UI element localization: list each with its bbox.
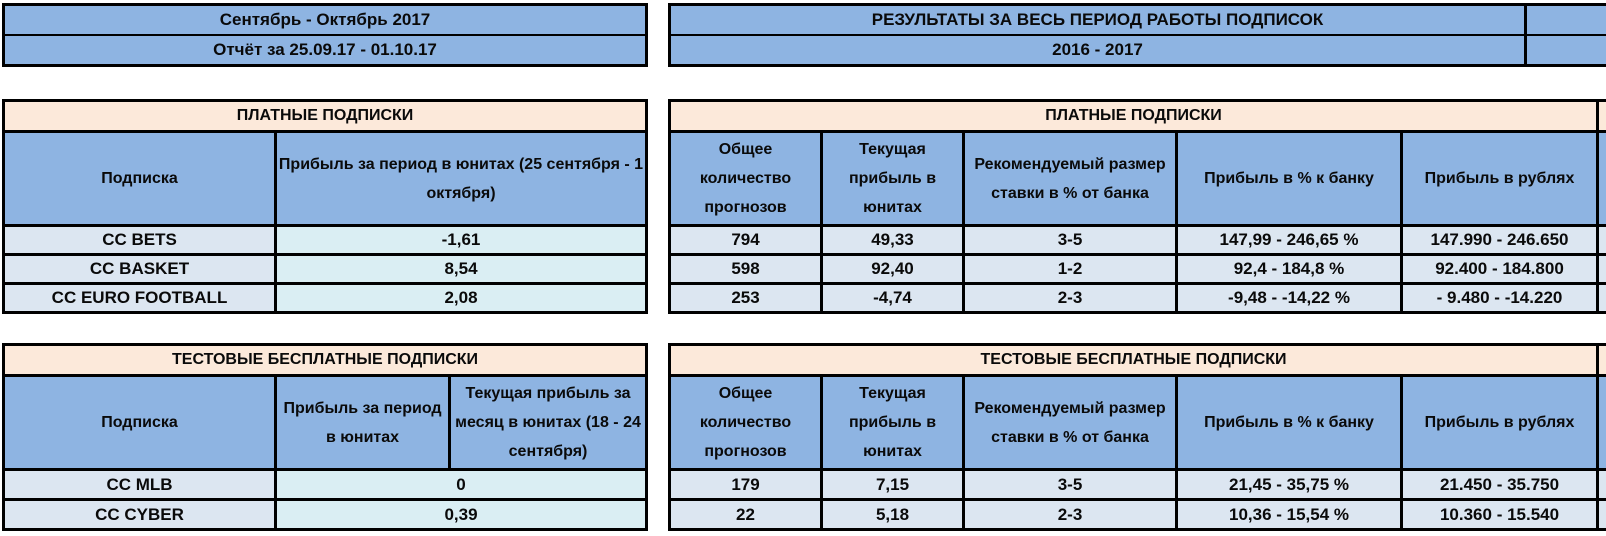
cell-recommended-stake: 2-3	[964, 284, 1177, 313]
cell-recommended-stake: 3-5	[964, 470, 1177, 500]
column-header-period-profit: Прибыль за период в юнитах	[276, 376, 450, 470]
cell-profit-percent-bank: 10,36 - 15,54 %	[1177, 500, 1402, 530]
cell-total-predictions: 22	[670, 500, 822, 530]
results-subtitle: 2016 - 2017	[670, 35, 1526, 66]
table-row	[4, 470, 647, 500]
cell-total-predictions: 179	[670, 470, 822, 500]
table-row	[670, 500, 1606, 530]
cell-recommended-stake: 2-3	[964, 500, 1177, 530]
clipped-cell-sliver	[1598, 500, 1606, 530]
test-subscriptions-summary-table	[668, 343, 1606, 531]
table-row	[4, 226, 647, 255]
table-row	[670, 226, 1606, 255]
results-title: РЕЗУЛЬТАТЫ ЗА ВЕСЬ ПЕРИОД РАБОТЫ ПОДПИСОК	[670, 5, 1526, 36]
table-row	[670, 284, 1606, 313]
cell-subscription-name: CC CYBER	[4, 500, 276, 530]
cell-period-profit: -1,61	[276, 226, 647, 255]
cell-current-profit-units: 49,33	[822, 226, 964, 255]
cell-profit-rubles: 147.990 - 246.650	[1402, 226, 1598, 255]
table-row	[4, 500, 647, 530]
clipped-cell-sliver	[1598, 255, 1606, 284]
column-header-row	[4, 376, 647, 470]
section-title: ПЛАТНЫЕ ПОДПИСКИ	[670, 101, 1598, 132]
column-header-row	[670, 376, 1606, 470]
cell-recommended-stake: 3-5	[964, 226, 1177, 255]
cell-subscription-name: CC MLB	[4, 470, 276, 500]
cell-current-profit-units: 7,15	[822, 470, 964, 500]
clipped-cell-sliver	[1526, 5, 1606, 36]
column-header-profit-percent-bank: Прибыль в % к банку	[1177, 376, 1402, 470]
section-title-row	[670, 101, 1606, 132]
clipped-cell-sliver	[1598, 470, 1606, 500]
cell-profit-rubles: 21.450 - 35.750	[1402, 470, 1598, 500]
table-row	[670, 470, 1606, 500]
cell-current-profit-units: 92,40	[822, 255, 964, 284]
cell-profit-percent-bank: 21,45 - 35,75 %	[1177, 470, 1402, 500]
table-row	[670, 255, 1606, 284]
cell-recommended-stake: 1-2	[964, 255, 1177, 284]
table-row	[4, 284, 647, 313]
section-title-row	[4, 345, 647, 376]
column-header-profit-rubles: Прибыль в рублях	[1402, 376, 1598, 470]
column-header-recommended-stake: Рекомендуемый размер ставки в % от банка	[964, 376, 1177, 470]
column-header-row	[670, 132, 1606, 226]
cell-period-profit: 0,39	[276, 500, 647, 530]
clipped-cell-sliver	[1598, 284, 1606, 313]
table-row	[4, 255, 647, 284]
column-header-profit-percent-bank: Прибыль в % к банку	[1177, 132, 1402, 226]
column-header-month-profit: Текущая прибыль за месяц в юнитах (18 - 24 сентября)	[450, 376, 647, 470]
clipped-cell-sliver	[1598, 132, 1606, 226]
cell-profit-percent-bank: -9,48 - -14,22 %	[1177, 284, 1402, 313]
clipped-cell-sliver	[1598, 376, 1606, 470]
column-header-period-profit: Прибыль за период в юнитах (25 сентября - 1 октября)	[276, 132, 647, 226]
cell-subscription-name: CC BASKET	[4, 255, 276, 284]
section-title-row	[4, 101, 647, 132]
clipped-cell-sliver	[1526, 35, 1606, 66]
period-title: Сентябрь - Октябрь 2017	[4, 5, 647, 36]
cell-profit-rubles: - 9.480 - -14.220	[1402, 284, 1598, 313]
column-header-subscription: Подписка	[4, 376, 276, 470]
cell-period-profit: 0	[276, 470, 647, 500]
cell-total-predictions: 598	[670, 255, 822, 284]
cell-current-profit-units: 5,18	[822, 500, 964, 530]
cell-profit-rubles: 10.360 - 15.540	[1402, 500, 1598, 530]
cell-period-profit: 8,54	[276, 255, 647, 284]
column-header-current-profit-units: Текущая прибыль в юнитах	[822, 132, 964, 226]
clipped-cell-sliver	[1598, 101, 1606, 132]
column-header-total-predictions: Общее количество прогнозов	[670, 376, 822, 470]
cell-profit-percent-bank: 92,4 - 184,8 %	[1177, 255, 1402, 284]
test-subscriptions-period-table	[2, 343, 648, 531]
column-header-row	[4, 132, 647, 226]
column-header-recommended-stake: Рекомендуемый размер ставки в % от банка	[964, 132, 1177, 226]
clipped-cell-sliver	[1598, 226, 1606, 255]
period-header-table	[2, 3, 648, 67]
paid-subscriptions-summary-table	[668, 99, 1606, 314]
cell-profit-rubles: 92.400 - 184.800	[1402, 255, 1598, 284]
clipped-cell-sliver	[1598, 345, 1606, 376]
section-title: ТЕСТОВЫЕ БЕСПЛАТНЫЕ ПОДПИСКИ	[4, 345, 647, 376]
cell-period-profit: 2,08	[276, 284, 647, 313]
cell-current-profit-units: -4,74	[822, 284, 964, 313]
section-title: ПЛАТНЫЕ ПОДПИСКИ	[4, 101, 647, 132]
column-header-current-profit-units: Текущая прибыль в юнитах	[822, 376, 964, 470]
cell-subscription-name: CC EURO FOOTBALL	[4, 284, 276, 313]
results-header-table	[668, 3, 1606, 67]
section-title-row	[670, 345, 1606, 376]
column-header-total-predictions: Общее количество прогнозов	[670, 132, 822, 226]
period-subtitle: Отчёт за 25.09.17 - 01.10.17	[4, 35, 647, 66]
section-title: ТЕСТОВЫЕ БЕСПЛАТНЫЕ ПОДПИСКИ	[670, 345, 1598, 376]
cell-total-predictions: 253	[670, 284, 822, 313]
cell-total-predictions: 794	[670, 226, 822, 255]
cell-profit-percent-bank: 147,99 - 246,65 %	[1177, 226, 1402, 255]
column-header-profit-rubles: Прибыль в рублях	[1402, 132, 1598, 226]
column-header-subscription: Подписка	[4, 132, 276, 226]
paid-subscriptions-period-table	[2, 99, 648, 314]
cell-subscription-name: CC BETS	[4, 226, 276, 255]
